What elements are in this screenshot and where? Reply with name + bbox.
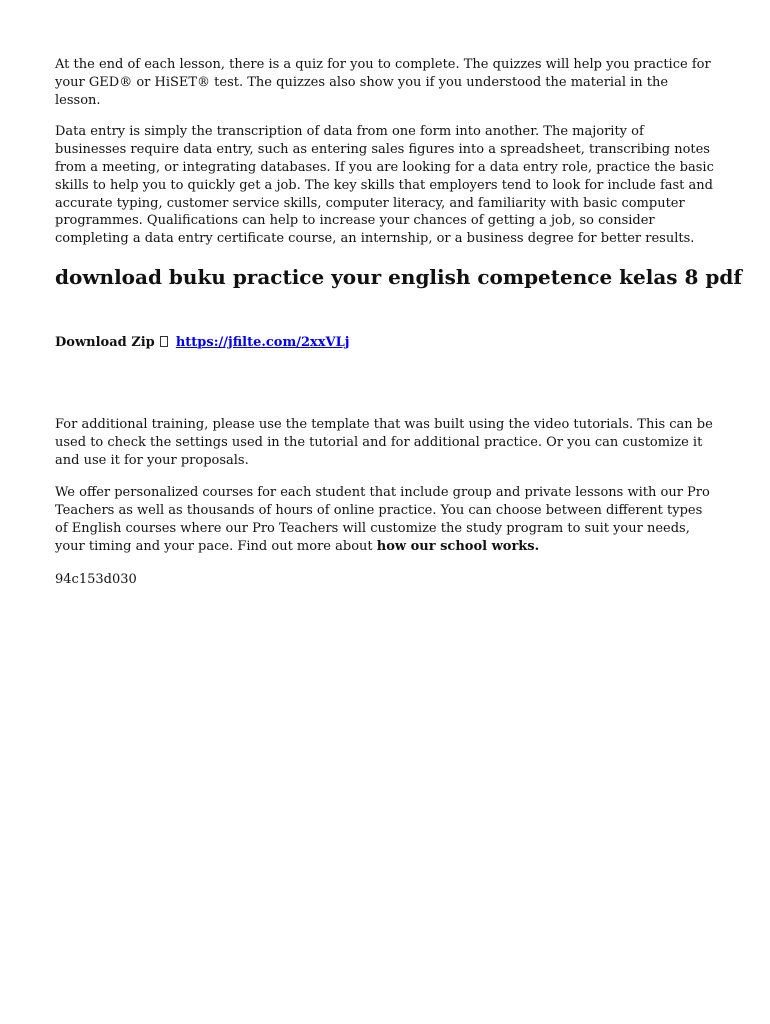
hash-code: 94c153d030 — [55, 571, 137, 587]
download-line — [55, 334, 715, 352]
download-label: Download Zip — [55, 334, 155, 350]
missing-glyph-icon — [160, 336, 168, 347]
download-link[interactable]: https://jfilte.com/2xxVLj — [175, 334, 350, 350]
paragraph-courses-text: We offer personalized courses for each student that include group and private lessons with our Pro Teachers as well as thousands of hours of online practice. You can choose between different types of English courses where our Pro Teachers will customize the study program to suit your needs, your timing and your pace. Find out more about — [55, 485, 710, 554]
paragraph-data-entry: Data entry is simply the transcription of data from one form into another. The majority of businesses require data entry, such as entering sales figures into a spreadsheet, transcribing notes from a meeting, or integrating databases. If you are looking for a data entry role, practice the basic skills to help you to quickly get a job. The key skills that employers tend to look for include fast and accurate typing, customer service skills, computer literacy, and familiarity with basic computer programmes. Qualifications can help to increase your chances of getting a job, so consider completing a data entry certificate course, an internship, or a business degree for better results. — [55, 124, 714, 247]
paragraph-courses — [55, 484, 715, 555]
paragraph-additional-training: For additional training, please use the template that was built using the video tutorials. This can be used to check the settings used in the tutorial and for additional practice. Or you can customize it and use it for your proposals. — [55, 416, 713, 468]
school-works-bold: how our school works. — [376, 538, 540, 554]
paragraph-quiz-info: At the end of each lesson, there is a quiz for you to complete. The quizzes will help you practice for your GED® or HiSET® test. The quizzes also show you if you understood the material in the lesson. — [55, 57, 711, 108]
page-heading: download buku practice your english competence kelas 8 pdf — [55, 264, 742, 289]
